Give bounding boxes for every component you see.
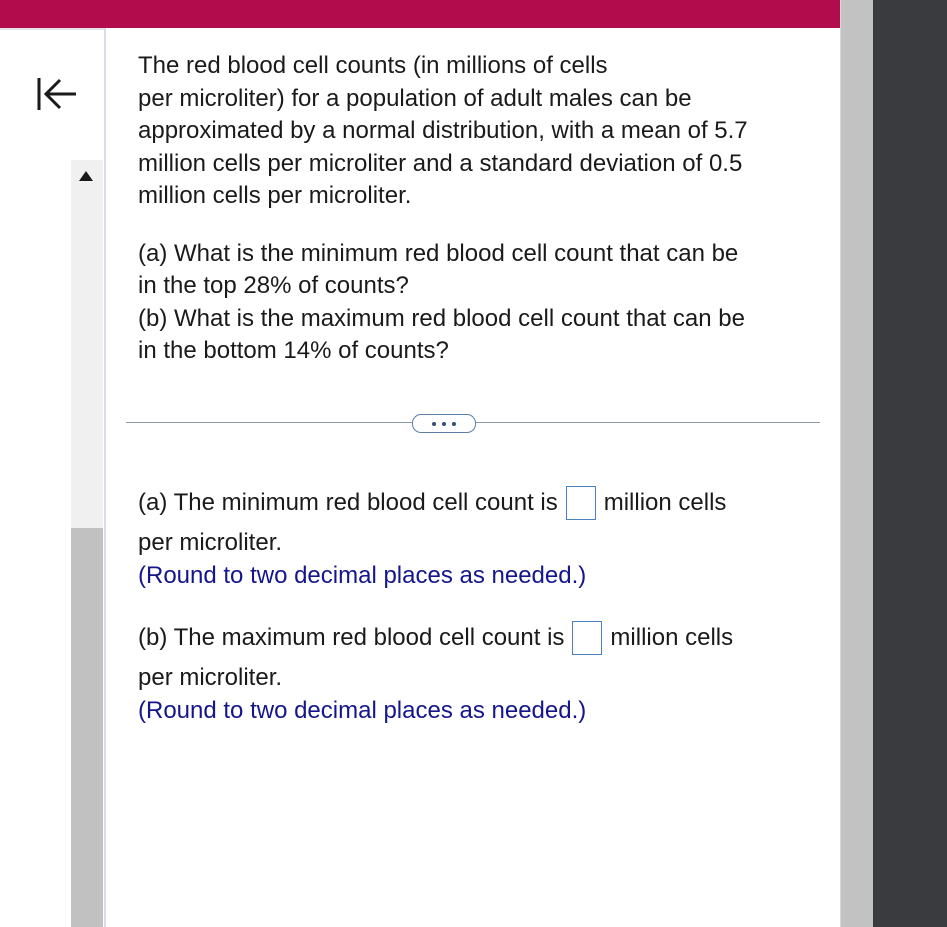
answer-a-input[interactable] [566, 486, 596, 520]
top-header-bar [0, 0, 840, 28]
ellipsis-icon [452, 422, 456, 426]
answer-b-hint: (Round to two decimal places as needed.) [138, 696, 587, 724]
answer-b-suffix: million cells [610, 623, 734, 651]
part-a-line: (a) What is the minimum red blood cell count that can be [138, 239, 739, 267]
question-text [138, 50, 818, 368]
right-scrollbar[interactable] [840, 0, 874, 927]
intro-line: The red blood cell counts (in millions of cells [138, 52, 608, 79]
intro-line: approximated by a normal distribution, with a mean of 5.7 [138, 117, 748, 144]
answer-b-continuation: per microliter. [138, 664, 283, 691]
ellipsis-icon [432, 422, 436, 426]
answer-b [138, 620, 818, 727]
part-a-line: in the top 28% of counts? [138, 272, 409, 299]
answer-b-prefix: (b) The maximum red blood cell count is [138, 623, 565, 651]
intro-line: million cells per microliter. [138, 182, 412, 209]
collapse-left-icon[interactable] [30, 72, 80, 118]
answer-b-input[interactable] [572, 621, 602, 655]
more-button[interactable] [412, 414, 476, 433]
scroll-up-arrow-icon[interactable] [79, 171, 93, 181]
right-side-panel [873, 0, 947, 927]
answer-a-suffix: million cells [603, 488, 727, 516]
answer-a-hint: (Round to two decimal places as needed.) [138, 561, 587, 589]
part-b-line: in the bottom 14% of counts? [138, 337, 449, 364]
answer-a [138, 485, 818, 592]
answer-a-prefix: (a) The minimum red blood cell count is [138, 488, 558, 516]
rail-divider [104, 28, 106, 927]
intro-line: per microliter) for a population of adult males can be [138, 84, 692, 112]
ellipsis-icon [442, 422, 446, 426]
question-intro [138, 50, 818, 213]
part-b-line: (b) What is the maximum red blood cell count that can be [138, 304, 745, 332]
intro-line: million cells per microliter and a standard deviation of 0.5 [138, 149, 743, 177]
left-scroll-thumb[interactable] [71, 528, 103, 927]
question-part-b [138, 303, 818, 368]
question-part-a [138, 238, 818, 303]
rail-top-divider [0, 28, 104, 30]
answer-a-continuation: per microliter. [138, 529, 283, 556]
